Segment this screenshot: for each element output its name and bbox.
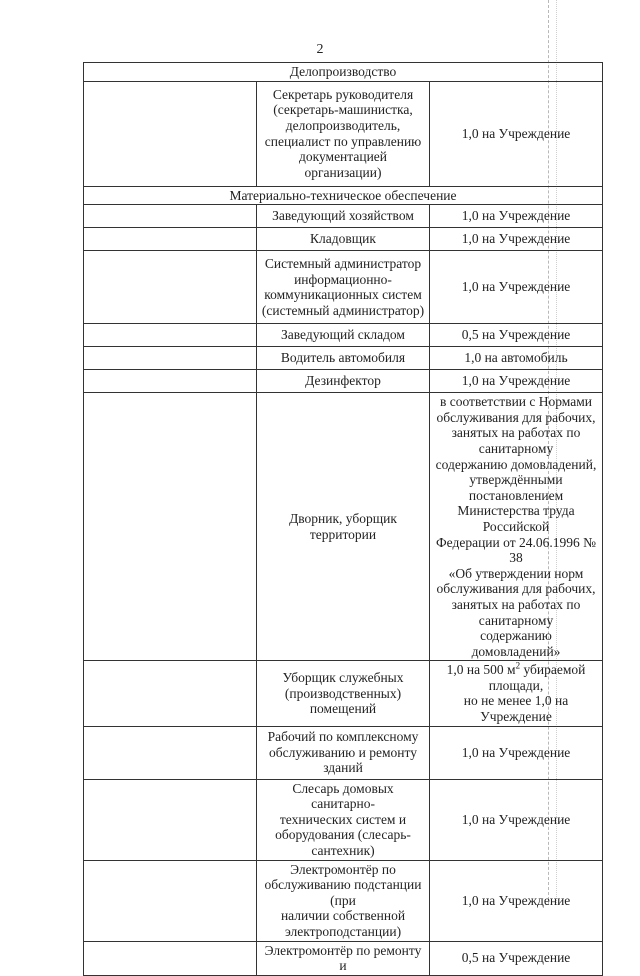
superscript: 2 <box>515 660 521 671</box>
table-row <box>84 324 603 347</box>
cell-line: 1,0 на Учреждение <box>461 208 571 224</box>
cell-line: помещений <box>309 701 377 717</box>
cell-line: содержанию домовладений, <box>435 456 597 472</box>
cell-line: зданий <box>323 760 363 776</box>
cell-line: Уборщик служебных <box>282 670 404 686</box>
cell-line: Заведующий хозяйством <box>272 208 414 224</box>
cell-line: 1,0 на Учреждение <box>461 892 571 908</box>
norm-cell <box>430 228 603 251</box>
norm-cell <box>430 860 603 941</box>
position-cell <box>257 941 430 975</box>
norm-cell <box>430 347 603 370</box>
table-row <box>84 251 603 324</box>
row-number-cell <box>84 228 257 251</box>
row-number-cell <box>84 324 257 347</box>
table-row <box>84 228 603 251</box>
position-cell <box>257 251 430 324</box>
cell-line: Системный администратор <box>264 256 422 271</box>
table-row <box>84 205 603 228</box>
table-row <box>84 81 603 186</box>
row-number-cell <box>84 726 257 779</box>
cell-line: Секретарь руководителя <box>272 86 414 102</box>
cell-line: утверждёнными постановлением <box>468 472 564 503</box>
position-cell <box>257 228 430 251</box>
cell-line: обслуживания для рабочих, <box>436 409 596 425</box>
norm-cell <box>430 205 603 228</box>
section-heading: Материально-техническое обеспечение <box>84 186 603 205</box>
cell-line: Рабочий по комплексному <box>267 729 419 745</box>
position-cell <box>257 370 430 393</box>
norm-cell <box>430 251 603 324</box>
cell-line: но не менее 1,0 на Учреждение <box>463 693 569 725</box>
cell-line: Дворник, уборщик территории <box>289 511 397 542</box>
cell-line: занятых на работах по санитарному <box>451 596 581 628</box>
position-cell <box>257 661 430 726</box>
cell-line: 1,0 на Учреждение <box>461 125 571 141</box>
position-cell <box>257 81 430 186</box>
table-row <box>84 779 603 860</box>
cell-line: Водитель автомобиля <box>280 350 406 366</box>
norm-cell <box>430 779 603 860</box>
norm-cell <box>430 941 603 975</box>
norm-cell <box>430 661 603 726</box>
cell-line: Кладовщик <box>310 231 376 247</box>
section-heading: Делопроизводство <box>84 63 603 82</box>
cell-line: информационно- <box>294 271 392 287</box>
row-number-cell <box>84 347 257 370</box>
position-cell <box>257 779 430 860</box>
cell-line: 0,5 на Учреждение <box>461 327 571 343</box>
norm-cell <box>430 370 603 393</box>
row-number-cell <box>84 81 257 186</box>
row-number-cell <box>84 393 257 661</box>
cell-line: 1,0 на Учреждение <box>461 744 571 760</box>
cell-line: содержанию домовладений» <box>471 628 561 659</box>
position-cell <box>257 205 430 228</box>
cell-line: «Об утверждении норм <box>448 565 584 581</box>
cell-line: сантехник) <box>311 843 375 859</box>
cell-line: наличии собственной <box>280 908 406 924</box>
cell-line: занятых на работах по санитарному <box>451 425 581 456</box>
cell-line: Электромонтёр по <box>290 861 396 877</box>
cell-line: 1,0 на 500 м <box>446 662 516 678</box>
cell-line: (производственных) <box>284 685 402 701</box>
row-number-cell <box>84 370 257 393</box>
cell-line: 1,0 на Учреждение <box>461 811 571 827</box>
position-cell <box>257 393 430 661</box>
row-number-cell <box>84 661 257 726</box>
cell-line: коммуникационных систем <box>264 287 422 303</box>
position-cell <box>257 726 430 779</box>
cell-line: электроподстанции) <box>284 924 402 939</box>
cell-line: (системный администратор) <box>261 302 425 318</box>
cell-line: Заведующий складом <box>281 327 405 343</box>
row-number-cell <box>84 779 257 860</box>
norm-cell <box>430 393 603 661</box>
table-row <box>84 860 603 941</box>
position-cell <box>257 860 430 941</box>
row-number-cell <box>84 251 257 324</box>
cell-line: 1,0 на Учреждение <box>461 373 571 389</box>
page-number: 2 <box>316 42 324 57</box>
position-cell <box>257 347 430 370</box>
cell-line: документацией организации) <box>298 149 388 180</box>
cell-line: Электромонтёр по ремонту и <box>264 942 422 974</box>
cell-line: 1,0 на Учреждение <box>461 231 571 247</box>
table-row <box>84 726 603 779</box>
cell-line: оборудования (слесарь- <box>275 827 411 843</box>
norm-cell <box>430 324 603 347</box>
cell-line: Федерации от 24.06.1996 № 38 <box>436 534 596 566</box>
row-number-cell <box>84 860 257 941</box>
table-row <box>84 347 603 370</box>
cell-line: обслуживанию подстанции (при <box>264 877 422 908</box>
cell-line: в соответствии с Нормами <box>439 394 593 410</box>
cell-line: (секретарь-машинистка, <box>273 102 413 118</box>
cell-line: Дезинфектор <box>305 373 381 389</box>
row-number-cell <box>84 205 257 228</box>
cell-line: технических систем и <box>279 811 407 827</box>
staffing-table <box>83 62 603 976</box>
cell-line: 0,5 на Учреждение <box>461 950 571 966</box>
row-number-cell <box>84 941 257 975</box>
table-row <box>84 941 603 975</box>
table-row <box>84 393 603 661</box>
cell-line: специалист по управлению <box>264 133 422 149</box>
cell-line: обслуживания для рабочих, <box>436 581 596 597</box>
cell-line: 1,0 на Учреждение <box>461 279 571 295</box>
norm-cell <box>430 81 603 186</box>
cell-line: делопроизводитель, <box>285 118 401 133</box>
table-row <box>84 661 603 726</box>
cell-line: обслуживанию и ремонту <box>269 744 417 760</box>
section-row <box>84 186 603 205</box>
table-row <box>84 370 603 393</box>
cell-line: Слесарь домовых санитарно- <box>292 780 394 812</box>
cell-line: Министерства труда Российской <box>457 503 575 534</box>
norm-cell <box>430 726 603 779</box>
cell-line: 1,0 на автомобиль <box>464 350 568 366</box>
cell-line: убираемой площади, <box>488 662 586 693</box>
position-cell <box>257 324 430 347</box>
section-row <box>84 63 603 82</box>
